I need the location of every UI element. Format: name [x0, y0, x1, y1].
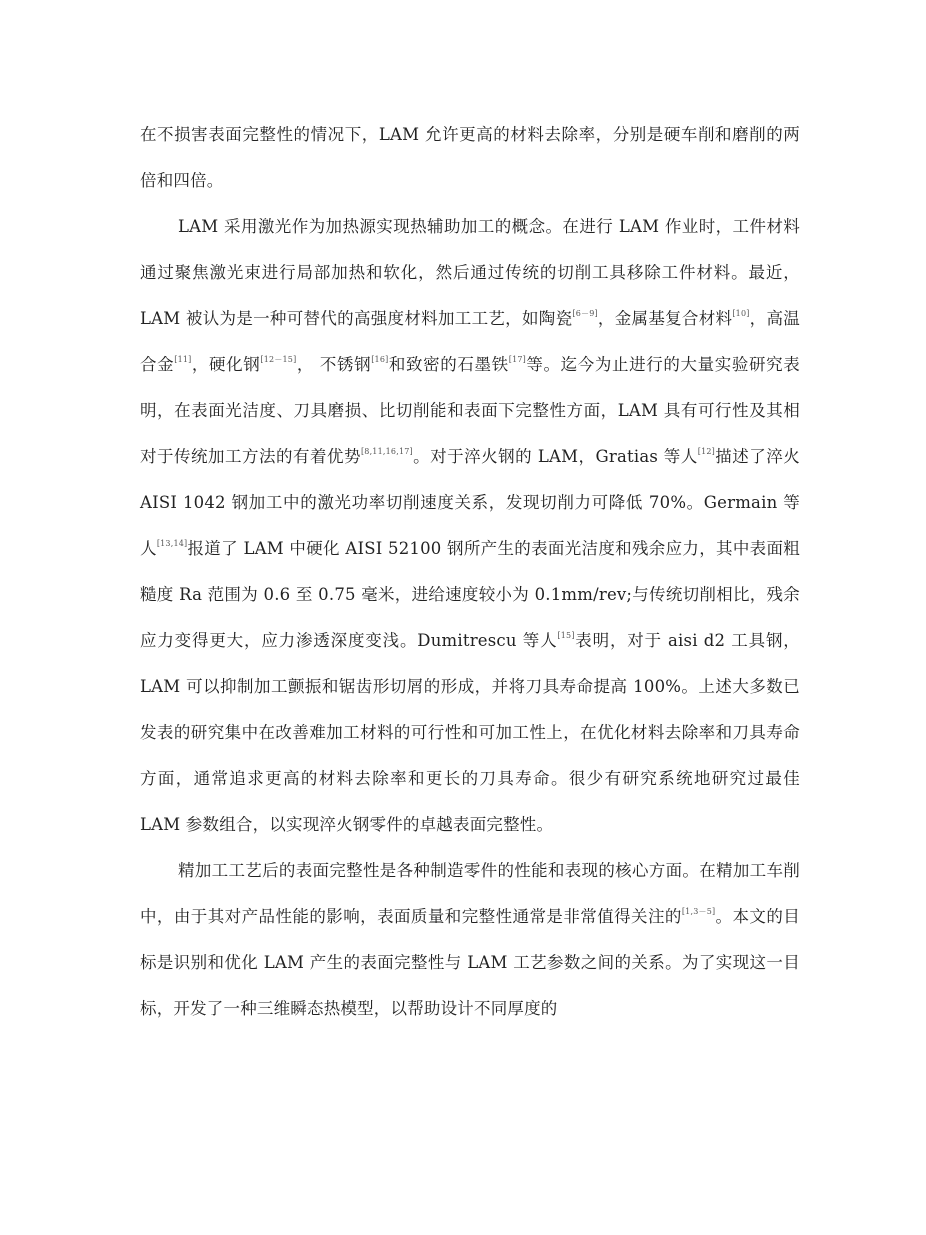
citation: [1,3－5]: [681, 907, 716, 916]
text-run: 。对于淬火钢的 LAM，Gratias 等人: [412, 447, 698, 466]
citation: [8,11,16,17]: [360, 447, 413, 456]
citation: [16]: [371, 355, 389, 364]
paragraph: [140, 204, 800, 848]
text-run: LAM 采用激光作为加热源实现热辅助加工的概念。在进行 LAM 作业时，工件材料通过聚焦激光束进行局部加热和软化，然后通过传统的切削工具移除工件材料。最近，LAM 被认为是一种可替代的高强度材料加工工艺，如陶瓷: [140, 217, 800, 328]
text-run: ，金属基复合材料: [597, 309, 733, 328]
citation: [17]: [508, 355, 526, 364]
paragraph: [140, 112, 800, 204]
citation: [13,14]: [156, 539, 188, 548]
citation: [12－15]: [260, 355, 297, 364]
text-run: 在不损害表面完整性的情况下，LAM 允许更高的材料去除率，分别是硬车削和磨削的两倍和四倍。: [140, 125, 800, 190]
citation: [6－9]: [572, 309, 598, 318]
text-run: 精加工工艺后的表面完整性是各种制造零件的性能和表现的核心方面。在精加工车削中，由于其对产品性能的影响，表面质量和完整性通常是非常值得关注的: [140, 861, 800, 926]
text-run: ， 不锈钢: [296, 355, 372, 374]
text-run: 表明，对于 aisi d2 工具钢，LAM 可以抑制加工颤振和锯齿形切屑的形成，并将刀具寿命提高 100%。上述大多数已发表的研究集中在改善难加工材料的可行性和可加工性上，在优化材料去除率和刀具寿命方面，通常追求更高的材料去除率和更长的刀具寿命。很少有研究系统地研究过最佳 LAM 参数组合，以实现淬火钢零件的卓越表面完整性。: [140, 631, 800, 834]
text-run: ，高温合金: [140, 309, 800, 374]
citation: [11]: [174, 355, 192, 364]
text-run: 和致密的石墨铁: [388, 355, 509, 374]
paragraph: [140, 848, 800, 1032]
text-run: 描述了淬火 AISI 1042 钢加工中的激光功率切削速度关系，发现切削力可降低 70%。Germain 等人: [140, 447, 800, 558]
text-run: 。本文的目标是识别和优化 LAM 产生的表面完整性与 LAM 工艺参数之间的关系。为了实现这一目标，开发了一种三维瞬态热模型，以帮助设计不同厚度的: [140, 907, 800, 1018]
text-run: ，硬化钢: [191, 355, 261, 374]
citation: [15]: [557, 631, 575, 640]
text-run: 报道了 LAM 中硬化 AISI 52100 钢所产生的表面光洁度和残余应力，其中表面粗糙度 Ra 范围为 0.6 至 0.75 毫米，进给速度较小为 0.1mm/rev;与传统切削相比，残余应力变得更大，应力渗透深度变浅。Dumitrescu 等人: [140, 539, 800, 650]
text-run: 等。迄今为止进行的大量实验研究表明，在表面光洁度、刀具磨损、比切削能和表面下完整性方面，LAM 具有可行性及其相对于传统加工方法的有着优势: [140, 355, 800, 466]
citation: [12]: [697, 447, 716, 456]
body-text: [140, 112, 800, 1032]
citation: [10]: [732, 309, 750, 318]
